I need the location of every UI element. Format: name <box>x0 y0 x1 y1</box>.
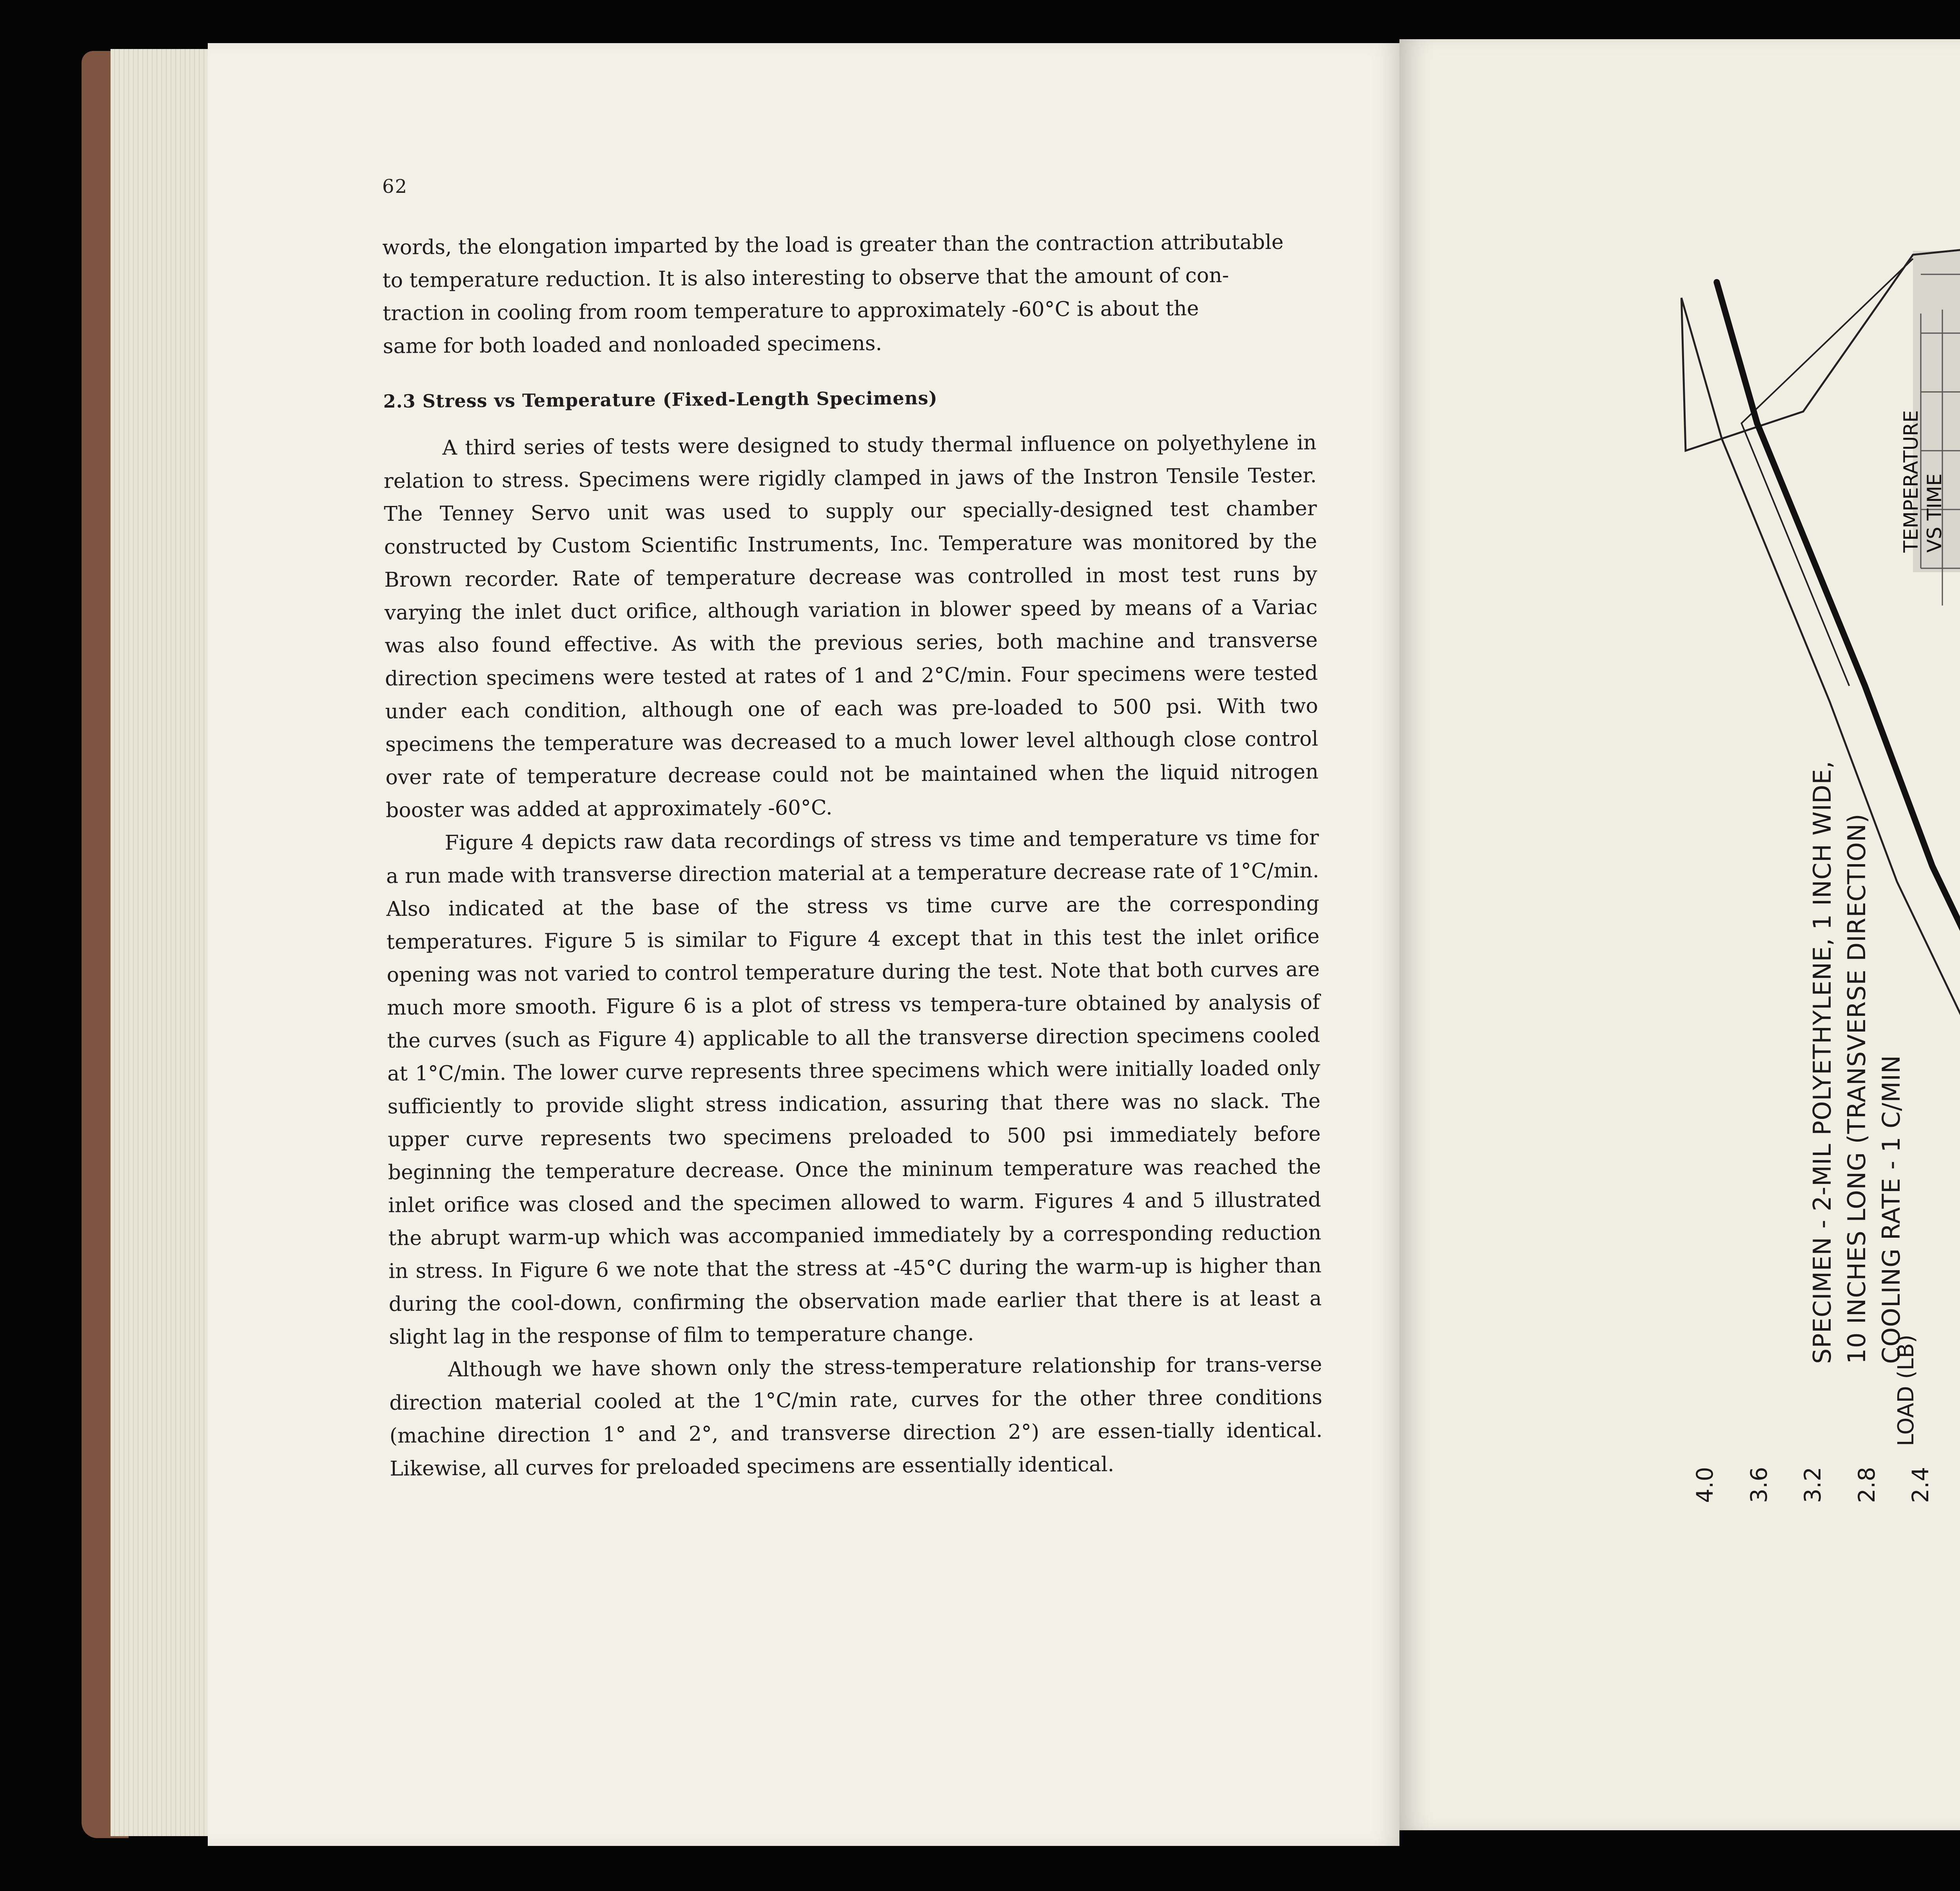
y-tick-label: 2.4 <box>1907 1467 1934 1503</box>
section-heading: 2.3 Stress vs Temperature (Fixed-Length Specimens) <box>383 387 938 412</box>
outer-curve-trace <box>1742 259 1913 686</box>
temperature-vs-time-label <box>1899 410 1946 553</box>
specimen-line: 10 INCHES LONG (TRANSVERSE DIRECTION) <box>1842 813 1871 1364</box>
load-axis-label: LOAD (LB) <box>1893 1334 1919 1446</box>
tvt-line: VS TIME <box>1923 473 1946 553</box>
y-tick-label: 3.2 <box>1799 1467 1826 1503</box>
paragraph: Figure 4 depicts raw data recordings of stress vs time and temperature vs time for a run made with transverse direction material at a temperature decrease rate of 1°C/min. Also indicated at the base of the stress vs time curve are the corresponding temperatures. Figure 5 is similar to Figure 4 except that in this test the inlet orifice opening was not varied to control temperature during the test. Note that both curves are much more smooth. Figure 6 is a plot of stress vs tempera-ture obtained by analysis of the curves (such as Figure 4) applicable to all the transverse direction specimens cooled at 1°C/min. The lower curve represents three specimens which were initially loaded only sufficiently to provide slight stress indication, assuring that there was no slack. The upper curve represents two specimens preloaded to 500 psi immediately before beginning the temperature decrease. Once the mininum temperature was reached the inlet orifice was closed and the specimen allowed to warm. Figures 4 and 5 illustrated the abrupt warm-up which was accompanied immediately by a corresponding reduction in stress. In Figure 6 we note that the stress at -45°C during the warm-up is higher than during the cool-down, confirming the observation made earlier that there is at least a slight lag in the response of film to temperature change. <box>386 826 1322 1349</box>
intro-line: traction in cooling from room temperature to approximately -60°C is about the <box>383 297 1199 325</box>
paragraph: A third series of tests were designed to study thermal influence on polyethylene in relation to stress. Specimens were rigidly clamped in jaws of the Instron Tensile Tester. The Tenney Servo unit was used to supply our specially-designed test chamber constructed by Custom Scientific Instruments, Inc. Temperature was monitored by the Brown recorder. Rate of temperature decrease was controlled in most test runs by varying the inlet duct orifice, although variation in blower speed by means of a Variac was also found effective. As with the previous series, both machine and transverse direction specimens were tested at rates of 1 and 2°C/min. Four specimens were tested under each condition, although one of each was pre-loaded to 500 psi. With two specimens the temperature was decreased to a much lower level although close control over rate of temperature decrease could not be maintained when the liquid nitrogen booster was added at approximately -60°C. <box>383 431 1319 822</box>
tvt-line: TEMPERATURE <box>1900 410 1922 553</box>
intro-line: words, the elongation imparted by the load is greater than the contraction attributable <box>382 230 1284 259</box>
y-tick-label: 3.6 <box>1745 1467 1772 1503</box>
specimen-line: COOLING RATE - 1 C/MIN <box>1877 1055 1906 1364</box>
y-tick-label: 4.0 <box>1691 1467 1718 1503</box>
left-page-number: 62 <box>382 176 408 198</box>
specimen-description <box>1805 761 1909 1364</box>
paragraph: Although we have shown only the stress-temperature relationship for trans-verse direction material cooled at the 1°C/min rate, curves for the other three conditions (machine direction 1° and 2°, and transverse direction 2°) are essen-tially identical. Likewise, all curves for preloaded specimens are essentially identical. <box>389 1353 1323 1481</box>
specimen-line: SPECIMEN - 2-MIL POLYETHYLENE, 1 INCH WIDE, <box>1808 760 1837 1364</box>
intro-line: to temperature reduction. It is also interesting to observe that the amount of con- <box>382 263 1229 292</box>
y-tick-label: 2.8 <box>1853 1467 1880 1503</box>
intro-line: same for both loaded and nonloaded specimens. <box>383 332 882 358</box>
